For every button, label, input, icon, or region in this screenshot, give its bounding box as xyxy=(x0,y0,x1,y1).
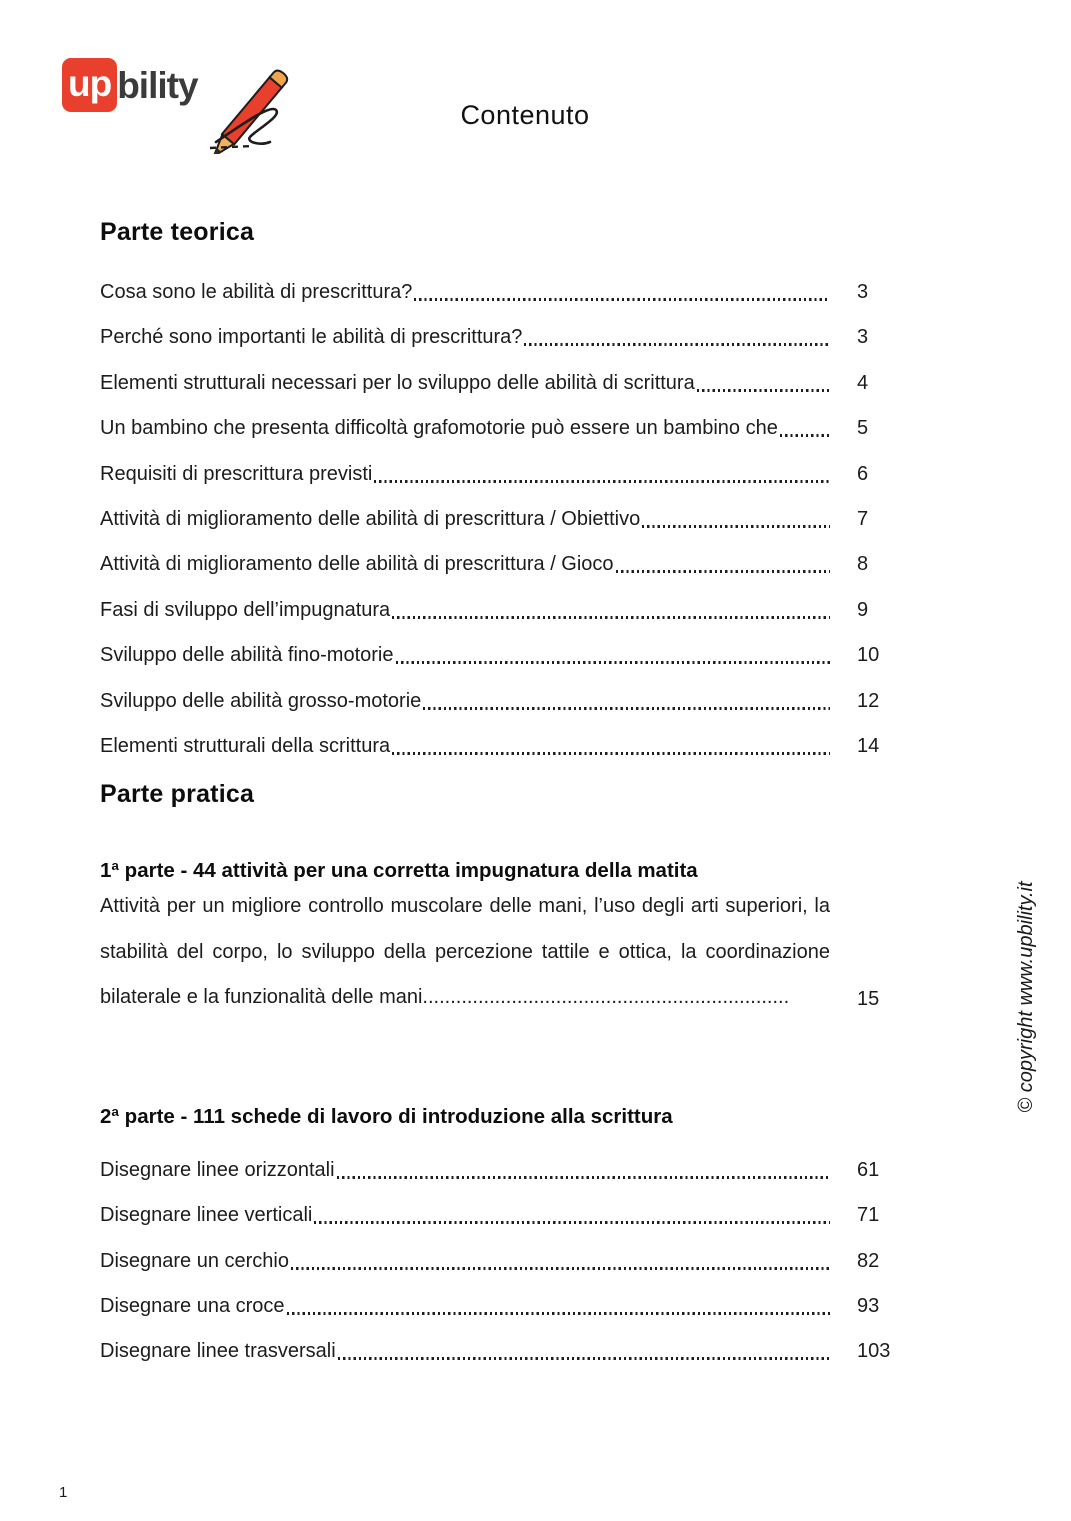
toc-entry-page: 12 xyxy=(857,689,880,712)
dot-leader xyxy=(423,707,830,710)
toc-entry-title: Cosa sono le abilità di prescrittura? xyxy=(100,281,413,303)
toc-content xyxy=(100,218,891,1386)
toc-entry-page: 10 xyxy=(857,644,880,667)
toc-entry-page: 5 xyxy=(857,417,869,440)
subsection-heading-part2: 2ª parte - 111 schede di lavoro di introduzione alla scrittura xyxy=(100,1104,673,1128)
dot-leader xyxy=(392,616,830,619)
dot-leader xyxy=(392,752,830,755)
dot-leader xyxy=(287,1312,830,1315)
toc-entry-page: 14 xyxy=(857,734,880,757)
toc-entry xyxy=(100,553,886,576)
toc-entry-page: 61 xyxy=(857,1158,880,1181)
toc-entry-page: 93 xyxy=(857,1294,880,1317)
dot-leader xyxy=(337,1176,830,1179)
toc-entry-title: Disegnare linee trasversali xyxy=(100,1340,336,1363)
theory-toc-list xyxy=(100,281,886,758)
toc-entry xyxy=(100,281,886,304)
toc-entry-title: Fasi di sviluppo dell’impugnatura xyxy=(100,598,391,621)
dot-leader xyxy=(396,661,831,664)
toc-entry-page: 4 xyxy=(857,371,869,394)
toc-entry-page: 9 xyxy=(857,598,869,621)
toc-entry-page: 3 xyxy=(857,326,869,349)
part1-page: 15 xyxy=(857,987,880,1010)
footer-page-number: 1 xyxy=(59,1484,68,1501)
toc-entry xyxy=(100,372,886,395)
toc-entry xyxy=(100,1250,886,1273)
toc-entry-title: Disegnare un cerchio xyxy=(100,1249,289,1272)
dot-leader xyxy=(616,570,830,573)
dot-leader xyxy=(642,525,830,528)
toc-entry-page: 3 xyxy=(857,281,869,303)
toc-entry xyxy=(100,644,886,667)
dot-leader xyxy=(374,480,830,483)
toc-entry-title: Perché sono importanti le abilità di prescrittura? xyxy=(100,326,523,349)
subsection-heading-part1: 1ª parte - 44 attività per una corretta impugnatura della matita xyxy=(100,859,698,883)
section-heading-practice: Parte pratica xyxy=(100,780,255,809)
toc-entry xyxy=(100,599,886,622)
part2-block xyxy=(100,1104,891,1364)
copyright-vertical-text: © copyright www.upbility.it xyxy=(1015,881,1037,1113)
toc-entry xyxy=(100,1204,886,1227)
toc-entry xyxy=(100,463,886,486)
toc-entry-page: 6 xyxy=(857,462,869,485)
toc-entry-page: 103 xyxy=(857,1340,891,1363)
toc-entry xyxy=(100,735,886,758)
toc-entry-title: Disegnare linee verticali xyxy=(100,1204,313,1227)
toc-entry-title: Attività di miglioramento delle abilità di prescrittura / Gioco xyxy=(100,553,614,576)
toc-entry-title: Sviluppo delle abilità grosso-motorie xyxy=(100,689,422,712)
toc-entry-title: Un bambino che presenta difficoltà grafomotorie può essere un bambino che xyxy=(100,417,778,440)
toc-entry-title: Sviluppo delle abilità fino-motorie xyxy=(100,644,394,667)
toc-entry xyxy=(100,1295,886,1318)
page-title: Contenuto xyxy=(460,100,590,130)
toc-entry-page: 82 xyxy=(857,1249,880,1272)
toc-entry-page: 71 xyxy=(857,1204,880,1227)
toc-entry-title: Elementi strutturali necessari per lo sviluppo delle abilità di scrittura xyxy=(100,371,695,394)
part1-summary-row xyxy=(100,884,886,1021)
toc-entry xyxy=(100,1340,891,1363)
logo-bility-text: bility xyxy=(117,65,198,106)
part2-toc-list xyxy=(100,1158,891,1364)
toc-entry-title: Disegnare una croce xyxy=(100,1294,285,1317)
toc-entry-page: 7 xyxy=(857,507,869,530)
dot-leader xyxy=(697,389,830,392)
toc-entry-title: Attività di miglioramento delle abilità di prescrittura / Obiettivo xyxy=(100,507,641,530)
toc-entry xyxy=(100,1159,886,1182)
part1-summary-text: Attività per un migliore controllo muscolare delle mani, l’uso degli arti superiori, la stabilità del corpo, lo sviluppo della percezione tattile e ottica, la coordinazione bilaterale e la funzionalità delle mani.................................................................. xyxy=(100,895,830,1009)
dot-leader xyxy=(291,1267,830,1270)
toc-entry-page: 8 xyxy=(857,553,869,576)
toc-entry-title: Disegnare linee orizzontali xyxy=(100,1158,335,1181)
toc-entry-title: Requisiti di prescrittura previsti xyxy=(100,462,373,485)
section-heading-theory: Parte teorica xyxy=(100,218,255,246)
logo-up-badge: up xyxy=(62,58,117,112)
toc-entry xyxy=(100,417,886,440)
toc-entry xyxy=(100,690,886,713)
toc-entry-title: Elementi strutturali della scrittura xyxy=(100,734,391,757)
dot-leader xyxy=(780,434,830,437)
dot-leader xyxy=(524,343,830,346)
toc-entry xyxy=(100,508,886,531)
dot-leader xyxy=(414,298,830,301)
toc-entry xyxy=(100,326,886,349)
dot-leader xyxy=(314,1221,830,1224)
dot-leader xyxy=(338,1357,830,1360)
